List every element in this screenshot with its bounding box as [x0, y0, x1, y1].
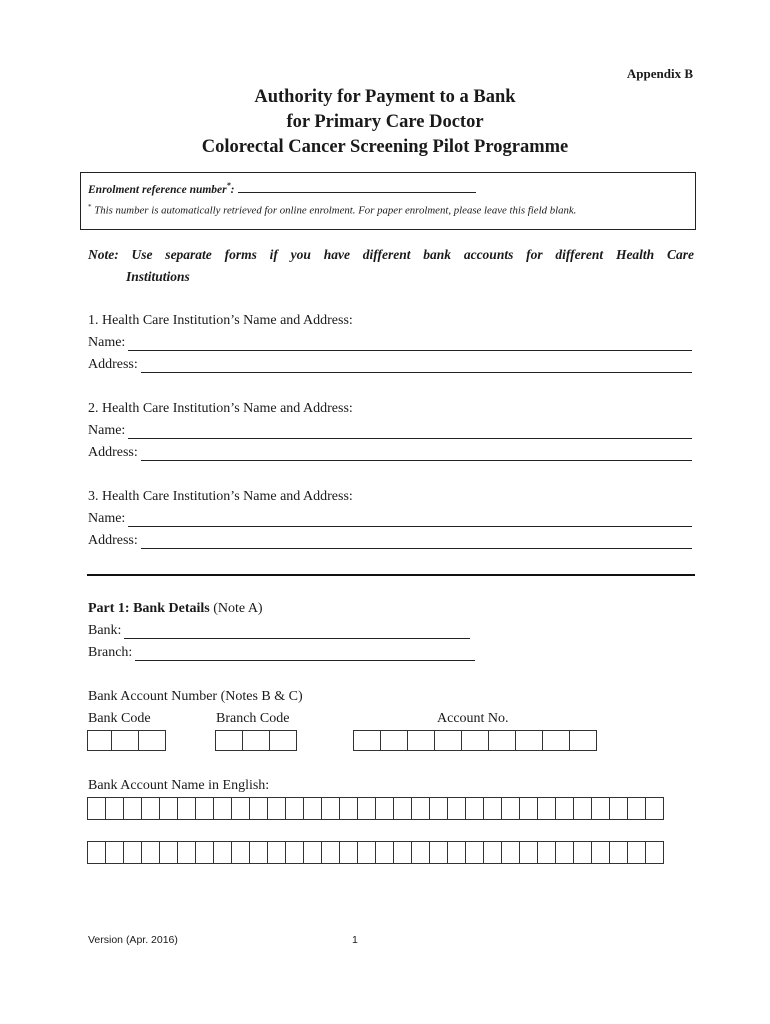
account-name-char-box[interactable]: [465, 797, 484, 820]
enrolment-footnote: [88, 203, 576, 217]
account-name-char-box[interactable]: [213, 841, 232, 864]
bank-input[interactable]: [124, 626, 470, 639]
institution-2-address-row: [88, 445, 692, 461]
institution-2-address-label: Address:: [88, 445, 138, 460]
account-name-char-box[interactable]: [195, 797, 214, 820]
account-name-label: Bank Account Name in English:: [88, 778, 270, 793]
appendix-label: Appendix B: [626, 66, 693, 81]
account-no-digit-box[interactable]: [407, 730, 435, 751]
branch-code-digit-box[interactable]: [215, 730, 243, 751]
account-name-char-box[interactable]: [303, 797, 322, 820]
branch-code-boxes: [215, 730, 297, 751]
bank-code-digit-box[interactable]: [111, 730, 139, 751]
institution-1-heading: 1. Health Care Institution’s Name and Address:: [88, 313, 353, 328]
account-name-char-box[interactable]: [123, 797, 142, 820]
account-name-char-box[interactable]: [411, 797, 430, 820]
institution-2-name-input[interactable]: [128, 426, 692, 439]
account-name-char-box[interactable]: [393, 797, 412, 820]
account-name-char-box[interactable]: [429, 797, 448, 820]
institution-3-name-label: Name:: [88, 511, 126, 526]
account-no-digit-box[interactable]: [569, 730, 597, 751]
institution-3-name-row: [88, 511, 692, 527]
institution-3-name-input[interactable]: [128, 514, 692, 527]
institution-1-name-input[interactable]: [128, 338, 692, 351]
account-name-char-box[interactable]: [249, 797, 268, 820]
account-name-char-box[interactable]: [645, 841, 664, 864]
account-name-char-box[interactable]: [249, 841, 268, 864]
account-no-label: Account No.: [437, 711, 509, 726]
account-name-char-box[interactable]: [627, 797, 646, 820]
branch-code-digit-box[interactable]: [242, 730, 270, 751]
account-name-char-box[interactable]: [411, 841, 430, 864]
account-number-heading: Bank Account Number (Notes B & C): [88, 689, 303, 704]
account-no-digit-box[interactable]: [380, 730, 408, 751]
account-no-digit-box[interactable]: [434, 730, 462, 751]
bank-code-label: Bank Code: [88, 711, 151, 726]
account-name-char-box[interactable]: [285, 797, 304, 820]
enrolment-reference-input[interactable]: [238, 181, 476, 193]
account-name-char-box[interactable]: [591, 797, 610, 820]
institution-1-name-row: [88, 335, 692, 351]
branch-label: Branch:: [88, 645, 133, 660]
account-name-char-box[interactable]: [177, 797, 196, 820]
section-divider: [87, 574, 695, 576]
institution-3-address-input[interactable]: [141, 536, 692, 549]
institution-1-address-row: [88, 357, 692, 373]
account-name-char-box[interactable]: [555, 797, 574, 820]
institution-3-heading: 3. Health Care Institution’s Name and Address:: [88, 489, 353, 504]
account-name-char-box[interactable]: [537, 841, 556, 864]
institution-2-heading: 2. Health Care Institution’s Name and Address:: [88, 401, 353, 416]
bank-code-boxes: [87, 730, 166, 751]
account-name-char-box[interactable]: [537, 797, 556, 820]
account-no-digit-box[interactable]: [461, 730, 489, 751]
account-name-char-box[interactable]: [447, 797, 466, 820]
bank-code-digit-box[interactable]: [87, 730, 112, 751]
account-name-char-box[interactable]: [447, 841, 466, 864]
branch-input[interactable]: [135, 648, 475, 661]
account-name-char-box[interactable]: [609, 797, 628, 820]
part1-heading-note: (Note A): [213, 601, 263, 616]
account-name-char-box[interactable]: [483, 841, 502, 864]
account-no-digit-box[interactable]: [353, 730, 381, 751]
account-name-char-box[interactable]: [231, 841, 250, 864]
account-name-boxes-row-2: [87, 841, 664, 864]
account-name-char-box[interactable]: [339, 841, 358, 864]
account-name-char-box[interactable]: [87, 797, 106, 820]
account-name-boxes-row-1: [87, 797, 664, 820]
account-no-digit-box[interactable]: [542, 730, 570, 751]
enrolment-colon: :: [230, 184, 235, 196]
institution-2-name-label: Name:: [88, 423, 126, 438]
account-name-char-box[interactable]: [357, 797, 376, 820]
account-name-char-box[interactable]: [339, 797, 358, 820]
account-name-char-box[interactable]: [555, 841, 574, 864]
account-name-char-box[interactable]: [321, 841, 340, 864]
bank-row: [88, 623, 470, 639]
account-name-char-box[interactable]: [573, 797, 592, 820]
account-name-char-box[interactable]: [627, 841, 646, 864]
account-name-char-box[interactable]: [267, 841, 286, 864]
footnote-text: This number is automatically retrieved for online enrolment. For paper enrolment, please leave this field blank.: [94, 204, 577, 217]
enrolment-asterisk: *: [226, 181, 231, 191]
account-name-char-box[interactable]: [177, 841, 196, 864]
account-name-char-box[interactable]: [105, 841, 124, 864]
page-number: 1: [352, 934, 358, 946]
part1-heading-bold: Part 1: Bank Details: [88, 601, 210, 616]
account-name-char-box[interactable]: [501, 841, 520, 864]
account-name-char-box[interactable]: [87, 841, 106, 864]
account-name-char-box[interactable]: [159, 797, 178, 820]
version-label: Version (Apr. 2016): [88, 934, 178, 946]
account-name-char-box[interactable]: [393, 841, 412, 864]
bank-label: Bank:: [88, 623, 122, 638]
account-name-char-box[interactable]: [609, 841, 628, 864]
account-name-char-box[interactable]: [141, 797, 160, 820]
account-name-char-box[interactable]: [501, 797, 520, 820]
account-name-char-box[interactable]: [519, 797, 538, 820]
enrolment-reference-label: Enrolment reference number: [88, 184, 227, 196]
institution-3-address-row: [88, 533, 692, 549]
form-title-line-1: Authority for Payment to a Bank: [254, 87, 516, 107]
branch-code-digit-box[interactable]: [269, 730, 297, 751]
note-line-1: Note: Use separate forms if you have different bank accounts for different Health Care: [88, 247, 694, 262]
note-line-2: Institutions: [126, 269, 190, 284]
enrolment-reference-field: [88, 181, 476, 196]
account-name-char-box[interactable]: [123, 841, 142, 864]
account-name-char-box[interactable]: [159, 841, 178, 864]
account-name-char-box[interactable]: [267, 797, 286, 820]
account-name-char-box[interactable]: [141, 841, 160, 864]
account-name-char-box[interactable]: [231, 797, 250, 820]
institution-2-name-row: [88, 423, 692, 439]
institution-3-address-label: Address:: [88, 533, 138, 548]
account-name-char-box[interactable]: [591, 841, 610, 864]
account-name-char-box[interactable]: [357, 841, 376, 864]
footnote-mark: *: [88, 203, 92, 211]
institution-1-address-label: Address:: [88, 357, 138, 372]
account-name-char-box[interactable]: [105, 797, 124, 820]
account-no-digit-box[interactable]: [488, 730, 516, 751]
form-title-line-2: for Primary Care Doctor: [286, 112, 484, 132]
account-name-char-box[interactable]: [321, 797, 340, 820]
account-no-boxes: [353, 730, 597, 751]
branch-code-label: Branch Code: [216, 711, 290, 726]
part1-heading: [88, 601, 263, 617]
account-name-char-box[interactable]: [465, 841, 484, 864]
institution-1-name-label: Name:: [88, 335, 126, 350]
account-name-char-box[interactable]: [429, 841, 448, 864]
institution-1-address-input[interactable]: [141, 360, 692, 373]
account-name-char-box[interactable]: [573, 841, 592, 864]
account-name-char-box[interactable]: [303, 841, 322, 864]
account-name-char-box[interactable]: [645, 797, 664, 820]
account-name-char-box[interactable]: [213, 797, 232, 820]
account-name-char-box[interactable]: [285, 841, 304, 864]
account-name-char-box[interactable]: [195, 841, 214, 864]
institution-2-address-input[interactable]: [141, 448, 692, 461]
account-no-digit-box[interactable]: [515, 730, 543, 751]
bank-code-digit-box[interactable]: [138, 730, 166, 751]
account-name-char-box[interactable]: [483, 797, 502, 820]
branch-row: [88, 645, 475, 661]
form-title-line-3: Colorectal Cancer Screening Pilot Programme: [201, 137, 569, 157]
account-name-char-box[interactable]: [519, 841, 538, 864]
account-name-char-box[interactable]: [375, 841, 394, 864]
account-name-char-box[interactable]: [375, 797, 394, 820]
